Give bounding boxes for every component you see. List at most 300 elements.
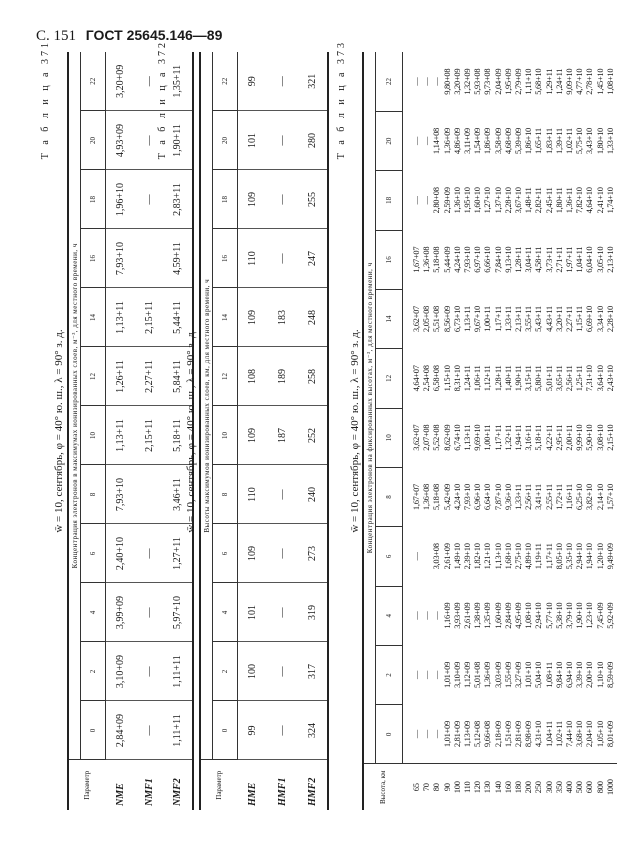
value-cell: 5,38+10 [553, 602, 564, 629]
value-cell: — [135, 170, 164, 229]
value-cell: 2,61+09 [462, 602, 473, 629]
hour-header: 4 [376, 586, 403, 645]
table-subtitle: w̄ = 10, сентябрь, φ = 40° ю. ш., λ = 90° з. д. [53, 329, 65, 533]
row-label: 600 [584, 764, 594, 810]
value-cell: — [268, 524, 298, 583]
value-cell: 1,21+10 [482, 543, 493, 570]
value-cell: 6,64+10 [482, 483, 493, 511]
value-cell: 1,39+11 [553, 128, 564, 154]
value-cell: 1,90+11 [513, 365, 524, 392]
value-cell: 1,06+11 [472, 365, 483, 392]
value-cell: 7,93+10 [462, 246, 473, 273]
hour-header: 16 [81, 229, 106, 288]
value-cell: 5,75+10 [574, 128, 585, 155]
value-cell: — [268, 465, 298, 524]
value-cell: 1,33+11 [502, 306, 513, 332]
value-cell: 7,87+10 [492, 483, 503, 511]
value-cell: 1,36+08 [421, 246, 432, 273]
value-cell: 4,43+11 [543, 306, 554, 332]
value-cell: 1,94+11 [513, 424, 524, 451]
value-cell: 1,24+11 [553, 68, 564, 95]
value-cell: 4,58+11 [533, 246, 544, 273]
table-row [452, 52, 462, 810]
value-cell: 4,24+10 [451, 483, 462, 511]
value-cell: 3,20+09 [114, 64, 126, 98]
value-cell: 1,33+10 [605, 111, 617, 170]
value-cell: — [411, 196, 421, 205]
value-cell: 8,59+09 [605, 645, 617, 704]
value-cell: 2,04+10 [584, 721, 595, 748]
hour-header: 0 [81, 701, 106, 760]
value-cell: 1,11+10 [523, 68, 534, 95]
value-cell: 2,28+10 [605, 289, 617, 348]
value-cell: — [411, 729, 421, 739]
hour-header: 14 [81, 288, 106, 347]
table-row [238, 52, 268, 810]
table-row [513, 52, 523, 810]
value-cell: 1,49+10 [451, 543, 462, 570]
table-row [482, 52, 492, 810]
hour-header: 18 [376, 171, 403, 230]
table-row [584, 52, 594, 810]
row-label: HMF1 [268, 760, 298, 810]
value-cell: 1,27+10 [482, 187, 493, 214]
table-371-label: Т а б л и ц а 371 [40, 40, 51, 160]
value-cell: 5,80+11 [533, 365, 544, 392]
value-cell: 2,84+09 [106, 701, 135, 760]
value-cell: — [268, 583, 298, 642]
value-cell: 1,02+11 [553, 721, 564, 747]
row-label: 80 [431, 764, 441, 810]
value-cell: 5,68+10 [533, 68, 544, 95]
hour-header: 8 [81, 465, 106, 524]
value-cell: 1,74+10 [605, 171, 617, 230]
value-cell: 1,90+11 [164, 111, 193, 170]
value-cell: 8,98+09 [523, 721, 534, 748]
table-row [493, 52, 503, 810]
value-cell: — [268, 701, 298, 760]
table-373-label: Т а б л и ц а 373 [336, 40, 347, 160]
hour-header: 12 [213, 347, 238, 406]
value-cell: — [268, 111, 298, 170]
value-cell: 1,08+10 [523, 602, 534, 629]
value-cell: 1,45+10 [594, 68, 605, 95]
value-cell: 1,28+11 [492, 365, 503, 392]
value-cell: — [431, 670, 442, 680]
value-cell: 1,02+11 [564, 128, 575, 154]
value-cell: 9,99+10 [574, 424, 585, 451]
value-cell: 2,04+09 [492, 68, 503, 95]
value-cell: 7,93+10 [106, 229, 135, 288]
table-371 [67, 52, 194, 810]
row-label: 200 [523, 764, 533, 810]
value-cell: 252 [298, 406, 328, 465]
value-cell: 109 [238, 406, 268, 465]
value-cell: 2,79+09 [513, 68, 524, 95]
table-row [106, 52, 135, 810]
value-cell: 99 [247, 76, 259, 87]
value-cell: 3,62+07 [411, 424, 421, 451]
value-cell: 5,51+08 [431, 306, 442, 333]
value-cell: 3,82+10 [584, 483, 595, 511]
value-cell: 183 [268, 288, 298, 347]
value-cell: 3,64+10 [594, 365, 605, 392]
value-cell: — [431, 77, 442, 86]
value-cell: 4,64+10 [584, 187, 595, 214]
value-cell: 1,17+11 [492, 424, 503, 451]
value-cell: 3,39+10 [574, 661, 585, 689]
hour-header: 2 [376, 645, 403, 704]
value-cell: 1,67+07 [411, 483, 421, 511]
table-row [135, 52, 164, 810]
value-cell: 7,31+10 [584, 365, 595, 392]
value-cell: 1,97+11 [564, 246, 575, 273]
hour-header: 18 [81, 170, 106, 229]
value-cell: 1,32+11 [502, 424, 513, 451]
value-cell: 2,05+08 [421, 306, 432, 333]
value-cell: 2,07+08 [421, 424, 432, 451]
value-cell: 109 [238, 288, 268, 347]
value-cell: 1,13+11 [462, 424, 473, 451]
value-cell: 5,04+10 [533, 661, 544, 689]
value-cell: 3,93+09 [451, 602, 462, 629]
value-cell: 187 [268, 406, 298, 465]
row-label: 90 [442, 764, 452, 810]
value-cell: 1,29+11 [543, 68, 554, 95]
hour-header: 0 [376, 705, 403, 764]
value-cell: 4,22+11 [543, 424, 554, 451]
value-cell: 5,42+09 [441, 483, 452, 511]
value-cell: 1,96+10 [106, 170, 135, 229]
value-cell: — [411, 136, 421, 146]
value-cell: 8,05+10 [553, 543, 564, 570]
value-cell: 1,28+11 [513, 246, 524, 273]
value-cell: 2,82+11 [533, 187, 544, 214]
value-cell: 110 [238, 465, 268, 524]
value-cell: 321 [298, 52, 328, 111]
value-cell: 1,17+11 [543, 543, 554, 570]
row-label: 350 [554, 764, 564, 810]
value-cell: 2,27+11 [564, 306, 575, 332]
value-cell: 9,36+10 [502, 483, 513, 511]
hour-header: 22 [81, 52, 106, 111]
value-cell: 1,36+09 [482, 661, 493, 689]
page-number: С. 151 [36, 28, 77, 44]
value-cell: 6,97+10 [472, 246, 483, 273]
value-cell: 1,95+10 [462, 187, 473, 214]
value-cell: — [411, 552, 421, 561]
table-row [503, 52, 513, 810]
value-cell: 5,18+08 [431, 483, 442, 511]
value-cell: 2,15+11 [135, 406, 164, 465]
value-cell: 3,05+10 [594, 246, 605, 273]
document-title: ГОСТ 25645.146—89 [85, 27, 223, 43]
value-cell: 247 [298, 229, 328, 288]
value-cell: 1,13+09 [462, 721, 473, 748]
value-cell: 3,16+11 [523, 424, 534, 451]
row-label: 800 [595, 764, 605, 810]
value-cell: 3,34+10 [594, 306, 605, 333]
row-label: NMF1 [135, 760, 164, 810]
value-cell: 1,37+10 [492, 187, 503, 214]
hour-header: 20 [213, 111, 238, 170]
value-cell: 3,58+09 [492, 128, 503, 155]
value-cell: 9,73+08 [482, 68, 493, 95]
value-cell: 1,15+11 [574, 306, 585, 332]
value-cell: — [135, 111, 164, 170]
value-cell: — [431, 611, 442, 620]
hour-header: 10 [81, 406, 106, 465]
hour-header: 20 [376, 111, 403, 170]
value-cell: 3,41+11 [533, 484, 544, 510]
value-cell: — [421, 136, 432, 146]
value-cell: 2,13+11 [513, 306, 524, 332]
value-cell: 5,01+08 [472, 661, 483, 689]
value-cell: 5,90+10 [584, 424, 595, 451]
value-cell: 1,83+11 [543, 128, 554, 154]
value-cell: 2,14+10 [594, 483, 605, 511]
row-label: 300 [544, 764, 554, 810]
value-cell: 100 [238, 642, 268, 701]
value-cell: 3,55+11 [523, 306, 534, 332]
value-cell: 9,09+10 [564, 68, 575, 95]
value-cell: 2,39+10 [462, 543, 473, 570]
table-row [442, 52, 452, 810]
value-cell: — [135, 583, 164, 642]
value-cell: 1,80+11 [553, 187, 564, 214]
value-cell: 1,72+11 [553, 484, 564, 510]
value-cell: 2,78+10 [584, 68, 595, 95]
value-cell: 3,79+10 [564, 602, 575, 629]
value-cell: 1,01+10 [523, 661, 534, 689]
value-cell: 1,25+11 [574, 365, 585, 392]
value-cell: 1,19+11 [533, 543, 544, 570]
value-cell: 1,16+09 [441, 602, 452, 629]
value-cell: 3,11+09 [462, 128, 473, 154]
value-cell: 2,81+09 [513, 721, 524, 748]
value-cell: 6,66+10 [482, 246, 493, 273]
value-cell: 2,83+11 [164, 170, 193, 229]
table-row [472, 52, 482, 810]
value-cell: 3,10+09 [451, 661, 462, 689]
param-header: Параметр [200, 760, 238, 810]
value-cell: 273 [298, 524, 328, 583]
value-cell: 1,36+11 [564, 187, 575, 214]
row-label: HME [238, 760, 268, 810]
value-cell: — [421, 670, 432, 680]
value-cell: — [268, 229, 298, 288]
hour-header: 12 [376, 349, 403, 408]
value-cell: 9,80+08 [441, 68, 452, 95]
value-cell: 110 [238, 229, 268, 288]
value-cell: 8,56+09 [441, 306, 452, 333]
value-cell: 6,25+10 [574, 483, 585, 511]
hour-header: 10 [213, 406, 238, 465]
row-label: 160 [503, 764, 513, 810]
value-cell: 1,04+11 [574, 246, 585, 273]
value-cell [421, 527, 431, 586]
value-cell: 4,24+10 [451, 246, 462, 273]
value-cell: 1,33+11 [513, 484, 524, 510]
hour-header: 12 [81, 347, 106, 406]
value-cell: 1,11+11 [164, 642, 193, 701]
hour-header: 4 [213, 583, 238, 642]
value-cell: 1,90+10 [574, 602, 585, 629]
table-row [533, 52, 543, 810]
value-cell: 1,01+09 [441, 661, 452, 689]
value-cell: 6,58+08 [431, 365, 442, 392]
value-cell: 3,73+11 [543, 246, 554, 273]
value-cell: 2,61+09 [441, 543, 452, 570]
value-cell: 3,43+10 [584, 128, 595, 155]
value-cell: 1,55+09 [502, 661, 513, 689]
value-cell: 5,43+11 [533, 306, 544, 332]
value-cell: 1,36+10 [451, 187, 462, 214]
value-cell: 2,43+10 [605, 349, 617, 408]
value-cell: 4,86+09 [451, 128, 462, 155]
value-cell: 2,56+11 [564, 365, 575, 392]
value-cell: 319 [298, 583, 328, 642]
value-cell: 2,18+09 [492, 721, 503, 748]
value-cell: — [135, 701, 164, 760]
hour-header: 22 [376, 52, 403, 111]
value-cell: 7,45+09 [594, 602, 605, 629]
hour-header: 20 [81, 111, 106, 170]
value-cell: 2,59+09 [441, 187, 452, 214]
value-cell: 7,93+10 [106, 465, 135, 524]
hour-header: 18 [213, 170, 238, 229]
value-cell: 9,13+10 [502, 246, 513, 273]
value-cell: 4,31+10 [533, 721, 544, 748]
hour-header: 2 [81, 642, 106, 701]
value-cell: 1,67+07 [411, 246, 421, 273]
value-cell: 6,69+10 [584, 306, 595, 333]
value-cell: 1,12+11 [482, 365, 493, 392]
hour-header: 14 [213, 288, 238, 347]
value-cell: 1,95+09 [502, 68, 513, 95]
value-cell: 1,35+11 [164, 52, 193, 111]
table-row [462, 52, 472, 810]
value-cell: 99 [238, 701, 268, 760]
value-cell: — [135, 642, 164, 701]
value-cell: 248 [298, 288, 328, 347]
value-cell: 1,08+10 [605, 52, 617, 111]
row-label: 100 [452, 764, 462, 810]
row-label: 70 [421, 764, 431, 810]
value-cell: 2,28+10 [502, 187, 513, 214]
value-cell: 5,92+09 [605, 586, 617, 645]
value-cell: 1,48+11 [523, 187, 534, 214]
value-cell: 1,27+11 [164, 524, 193, 583]
row-label: 110 [462, 764, 472, 810]
value-cell: 3,67+10 [513, 187, 524, 214]
value-cell: 5,44+11 [164, 288, 193, 347]
value-cell: 4,68+09 [502, 128, 513, 155]
rotated-tables-area [40, 40, 615, 860]
table-row [564, 52, 574, 810]
hour-header: 16 [376, 230, 403, 289]
value-cell: 255 [298, 170, 328, 229]
value-cell: 9,66+08 [482, 721, 493, 748]
value-cell: 4,93+09 [106, 111, 135, 170]
row-label: 250 [533, 764, 543, 810]
value-cell: 6,74+10 [451, 424, 462, 451]
value-cell: 189 [268, 347, 298, 406]
value-cell: 4,77+10 [574, 68, 585, 95]
row-label: NMF2 [164, 760, 193, 810]
column-group-caption: Концентрация электронов на фиксированных высотах, м⁻³, для местного времени, ч [363, 52, 376, 764]
value-cell: — [411, 670, 421, 680]
value-cell: 1,13+11 [106, 406, 135, 465]
value-cell: 1,04+11 [543, 721, 554, 747]
column-group-caption: Высоты максимумов ионизированных слоев, км, для местного времени, ч [200, 52, 213, 760]
value-cell: 1,14+08 [431, 128, 442, 155]
value-cell: 4,95+09 [513, 602, 524, 629]
value-cell: 5,39+09 [513, 128, 524, 155]
value-cell: 2,13+10 [605, 230, 617, 289]
value-cell: 6,73+10 [451, 306, 462, 333]
value-cell: 324 [298, 701, 328, 760]
value-cell: 2,15+11 [135, 288, 164, 347]
value-cell: 1,38+09 [472, 602, 483, 629]
table-row [574, 52, 584, 810]
hour-header: 8 [376, 467, 403, 526]
value-cell: 101 [238, 111, 268, 170]
value-cell: 3,08+10 [594, 424, 605, 451]
value-cell: 5,97+10 [164, 583, 193, 642]
value-cell: 1,54+09 [472, 128, 483, 155]
value-cell: 2,75+10 [513, 543, 524, 570]
value-cell: — [268, 642, 298, 701]
table-row [268, 52, 298, 810]
row-label: 140 [493, 764, 503, 810]
value-cell: 2,27+11 [135, 347, 164, 406]
table-row [595, 52, 605, 810]
value-cell: 5,35+10 [564, 543, 575, 570]
hour-header: 10 [376, 408, 403, 467]
value-cell: 3,62+07 [411, 306, 421, 333]
row-label: 400 [564, 764, 574, 810]
value-cell: 3,10+09 [106, 642, 135, 701]
value-cell: 2,00+10 [584, 661, 595, 689]
value-cell: 2,40+10 [106, 524, 135, 583]
value-cell: 1,00+11 [482, 424, 493, 451]
value-cell: 3,03+08 [431, 543, 442, 570]
value-cell: 3,03+09 [492, 661, 503, 689]
value-cell: 240 [298, 465, 328, 524]
value-cell: 2,56+11 [523, 484, 534, 510]
table-row [544, 52, 554, 810]
hour-header: 0 [213, 701, 238, 760]
value-cell [135, 465, 164, 524]
hour-header: 6 [213, 524, 238, 583]
value-cell: 1,40+11 [502, 365, 513, 392]
value-cell: 1,26+11 [106, 347, 135, 406]
value-cell: 2,54+08 [421, 365, 432, 392]
value-cell: 3,20+11 [553, 306, 564, 332]
value-cell: 2,41+10 [594, 187, 605, 214]
value-cell: 9,49+09 [605, 527, 617, 586]
value-cell: 1,08+11 [543, 662, 554, 688]
table-row [605, 52, 617, 810]
value-cell: 6,04+10 [584, 246, 595, 273]
value-cell: 1,11+11 [164, 701, 193, 760]
value-cell: — [421, 611, 432, 620]
value-cell: 5,18+08 [431, 246, 442, 273]
value-cell: — [135, 524, 164, 583]
value-cell: 1,35+09 [482, 602, 493, 629]
value-cell: 3,46+11 [164, 465, 193, 524]
